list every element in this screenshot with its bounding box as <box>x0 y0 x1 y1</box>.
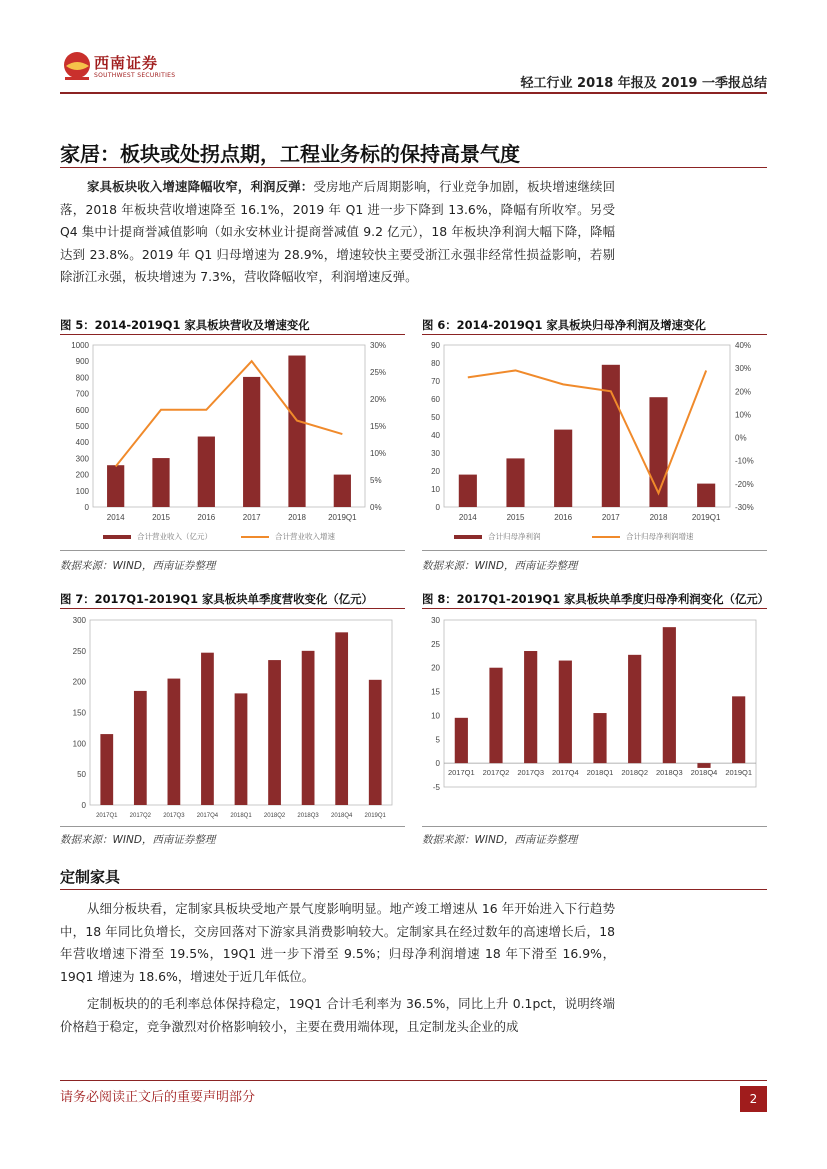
y-tick-label: 300 <box>72 616 86 625</box>
y-right-tick-label: 15% <box>370 422 387 431</box>
y-left-tick-label: 100 <box>75 486 89 496</box>
y-tick-label: 20 <box>431 663 440 673</box>
bar <box>732 696 745 763</box>
y-right-tick-label: -10% <box>735 456 754 466</box>
x-tick-label: 2015 <box>152 513 170 522</box>
x-tick-label: 2017Q1 <box>96 813 118 819</box>
x-tick-label: 2016 <box>554 513 573 522</box>
section-title: 家居：板块或处拐点期，工程业务标的保持高景气度 <box>60 142 520 166</box>
fig8-bottom-rule <box>422 826 767 827</box>
bar <box>107 465 124 507</box>
y-tick-label: 25 <box>431 639 440 649</box>
fig6-bottom-rule <box>422 550 767 551</box>
bar <box>243 377 260 507</box>
bar <box>288 356 305 507</box>
fig5-title: 图 5：2014-2019Q1 家具板块营收及增速变化 <box>60 318 310 332</box>
y-left-tick-label: 300 <box>75 454 89 464</box>
x-tick-label: 2018 <box>649 513 668 522</box>
subsection-title: 定制家具 <box>60 868 121 886</box>
x-tick-label: 2018Q3 <box>297 813 319 819</box>
bar <box>134 691 147 805</box>
y-tick-label: 0 <box>435 759 440 769</box>
x-tick-label: 2017Q2 <box>129 813 152 819</box>
x-tick-label: 2019Q1 <box>725 768 753 778</box>
y-left-tick-label: 700 <box>75 389 89 399</box>
legend-label-line: 合计归母净利润增速 <box>626 532 694 541</box>
y-left-tick-label: 60 <box>431 395 440 404</box>
y-right-tick-label: 20% <box>370 395 387 404</box>
bar <box>663 627 676 763</box>
y-left-tick-label: 600 <box>75 405 89 415</box>
y-tick-label: 30 <box>431 616 440 625</box>
x-tick-label: 2017Q4 <box>196 813 219 819</box>
y-right-tick-label: 0% <box>735 433 747 443</box>
y-left-tick-label: 80 <box>431 359 440 368</box>
bar <box>524 651 537 763</box>
y-left-tick-label: 1000 <box>71 341 89 350</box>
x-tick-label: 2019Q1 <box>328 513 357 522</box>
paragraph-body: 受房地产后周期影响，行业竞争加剧，板块增速继续回落，2018 年板块营收增速降至 16.1%，2019 年 Q1 进一步下降到 13.6%，降幅有所收窄。另受 Q4 集中计提商誉减值影响（如永安林业计提商誉减值 9.2 亿元），18 年板块净利润大幅下降，降幅达到 23.8%。2019 年 Q1 归母增速为 28.9%，增速较快主要受浙江永强非经常性损益影响，若剔除浙江永强，板块增速为 7.3%，营收降幅收窄，利润增速反弹。 <box>60 179 616 284</box>
bar <box>335 632 348 805</box>
y-left-tick-label: 30 <box>431 449 440 458</box>
y-left-tick-label: 0 <box>435 503 440 512</box>
x-tick-label: 2018Q3 <box>655 768 683 778</box>
y-tick-label: 5 <box>435 735 440 745</box>
bar <box>334 475 351 507</box>
y-tick-label: 250 <box>72 646 86 656</box>
y-tick-label: 150 <box>72 708 86 718</box>
plot-frame <box>444 345 730 507</box>
y-tick-label: 0 <box>81 801 86 810</box>
series-line <box>468 370 706 493</box>
company-logo-icon <box>62 50 92 84</box>
subsection-rule <box>60 889 767 890</box>
fig7-chart <box>60 610 405 824</box>
bar <box>593 713 606 763</box>
y-left-tick-label: 0 <box>84 503 89 512</box>
plot-frame <box>93 345 365 507</box>
y-left-tick-label: 500 <box>75 422 89 431</box>
fig5-top-rule <box>60 334 405 335</box>
y-left-tick-label: 900 <box>75 357 89 367</box>
series-line <box>116 361 343 466</box>
bar <box>489 668 502 763</box>
fig8-title: 图 8：2017Q1-2019Q1 家具板块单季度归母净利润变化（亿元） <box>422 592 770 606</box>
fig6-chart <box>422 336 767 548</box>
bar <box>152 458 169 507</box>
bar <box>697 484 715 507</box>
paragraph-custom-furniture: 从细分板块看，定制家具板块受地产景气度影响明显。地产竣工增速从 16 年开始进入下行趋势中，18 年同比负增长，交房回落对下游家具消费影响较大。定制家具在经过数年的高速增长后，18 年营收增速下滑至 19.5%，19Q1 进一步下滑至 9.5%；归母净利润增速 18 年下滑至 16.9%，19Q1 增速为 18.6%，增速处于近几年低位。 <box>60 901 615 984</box>
x-tick-label: 2017Q3 <box>517 768 545 778</box>
logo-name-en: SOUTHWEST SECURITIES <box>94 72 176 79</box>
x-tick-label: 2018 <box>288 513 306 522</box>
y-tick-label: 10 <box>431 711 440 721</box>
x-tick-label: 2018Q4 <box>690 768 718 778</box>
bar <box>602 365 620 507</box>
bar <box>268 660 281 805</box>
paragraph-gross-margin: 定制板块的的毛利率总体保持稳定，19Q1 合计毛利率为 36.5%，同比上升 0.1pct，说明终端价格趋于稳定，竞争激烈对价格影响较小，主要在费用端体现，且定制龙头企业的成 <box>60 996 615 1034</box>
fig7-title: 图 7：2017Q1-2019Q1 家具板块单季度营收变化（亿元） <box>60 592 373 606</box>
y-right-tick-label: 10% <box>370 449 387 458</box>
bar <box>628 655 641 763</box>
x-tick-label: 2017Q4 <box>551 768 579 778</box>
x-tick-label: 2017Q2 <box>482 768 510 778</box>
logo-name-cn: 西南证券 <box>94 54 159 72</box>
y-left-tick-label: 50 <box>431 413 440 422</box>
x-tick-label: 2019Q1 <box>364 813 386 819</box>
bar <box>506 458 524 507</box>
footer-disclaimer: 请务必阅读正文后的重要声明部分 <box>60 1090 256 1105</box>
x-tick-label: 2016 <box>197 513 216 522</box>
bar <box>235 693 248 805</box>
y-right-tick-label: -30% <box>735 503 754 512</box>
footer-rule <box>60 1080 767 1081</box>
paragraph-lead: 家具板块收入增速降幅收窄，利润反弹： <box>87 179 314 194</box>
x-tick-label: 2019Q1 <box>691 513 721 522</box>
fig6-title: 图 6：2014-2019Q1 家具板块归母净利润及增速变化 <box>422 318 706 332</box>
y-tick-label: 15 <box>431 687 440 697</box>
y-left-tick-label: 90 <box>431 341 440 350</box>
y-left-tick-label: 200 <box>75 470 89 480</box>
fig8-top-rule <box>422 608 767 609</box>
fig5-source: 数据来源：WIND，西南证券整理 <box>60 560 216 572</box>
fig7-source: 数据来源：WIND，西南证券整理 <box>60 834 216 846</box>
y-right-tick-label: 30% <box>735 364 752 374</box>
fig7-bottom-rule <box>60 826 405 827</box>
bar <box>554 430 572 507</box>
fig8-source: 数据来源：WIND，西南证券整理 <box>422 834 578 846</box>
y-left-tick-label: 20 <box>431 467 440 476</box>
x-tick-label: 2017 <box>242 513 261 522</box>
fig6-top-rule <box>422 334 767 335</box>
bar <box>168 679 181 805</box>
y-right-tick-label: 25% <box>370 368 387 377</box>
fig7-top-rule <box>60 608 405 609</box>
y-left-tick-label: 40 <box>431 431 440 440</box>
bar <box>302 651 315 805</box>
header-rule <box>60 92 767 94</box>
fig8-chart <box>422 610 767 824</box>
x-tick-label: 2014 <box>458 513 477 522</box>
y-left-tick-label: 400 <box>75 438 89 448</box>
legend-swatch-bar <box>454 535 482 539</box>
y-right-tick-label: 10% <box>735 410 752 420</box>
y-left-tick-label: 800 <box>75 373 89 383</box>
x-tick-label: 2018Q1 <box>230 813 252 819</box>
bar <box>559 661 572 764</box>
bar <box>455 718 468 763</box>
x-tick-label: 2018Q4 <box>330 813 353 819</box>
y-left-tick-label: 10 <box>431 485 440 494</box>
fig6-source: 数据来源：WIND，西南证券整理 <box>422 560 578 572</box>
x-tick-label: 2018Q2 <box>263 813 286 819</box>
x-tick-label: 2018Q1 <box>586 768 614 778</box>
bar <box>459 475 477 507</box>
legend-swatch-bar <box>103 535 131 539</box>
legend-label-line: 合计营业收入增速 <box>275 532 335 541</box>
x-tick-label: 2018Q2 <box>621 768 649 778</box>
fig5-chart <box>60 336 405 548</box>
y-right-tick-label: 5% <box>370 476 382 485</box>
page-number: 2 <box>740 1086 767 1112</box>
y-tick-label: 100 <box>72 739 86 749</box>
y-right-tick-label: 30% <box>370 341 387 350</box>
y-right-tick-label: 20% <box>735 387 752 397</box>
y-right-tick-label: 0% <box>370 503 382 512</box>
x-tick-label: 2017Q1 <box>447 768 475 778</box>
y-right-tick-label: 40% <box>735 341 752 350</box>
bar <box>369 680 382 805</box>
y-tick-label: 200 <box>72 677 86 687</box>
section-rule <box>60 167 767 168</box>
bar <box>198 437 215 507</box>
report-title: 轻工行业 2018 年报及 2019 一季报总结 <box>520 76 767 91</box>
x-tick-label: 2015 <box>506 513 525 522</box>
x-tick-label: 2014 <box>106 513 125 522</box>
legend-label-bar: 合计营业收入（亿元） <box>137 532 212 541</box>
x-tick-label: 2017Q3 <box>163 813 185 819</box>
y-tick-label: 50 <box>77 770 86 780</box>
y-left-tick-label: 70 <box>431 377 440 386</box>
paragraph-summary <box>60 176 615 289</box>
y-tick-label: -5 <box>432 783 440 792</box>
bar <box>100 734 113 805</box>
bar <box>201 653 214 805</box>
y-right-tick-label: -20% <box>735 479 754 489</box>
x-tick-label: 2017 <box>601 513 620 522</box>
legend-label-bar: 合计归母净利润 <box>488 532 541 541</box>
fig5-bottom-rule <box>60 550 405 551</box>
